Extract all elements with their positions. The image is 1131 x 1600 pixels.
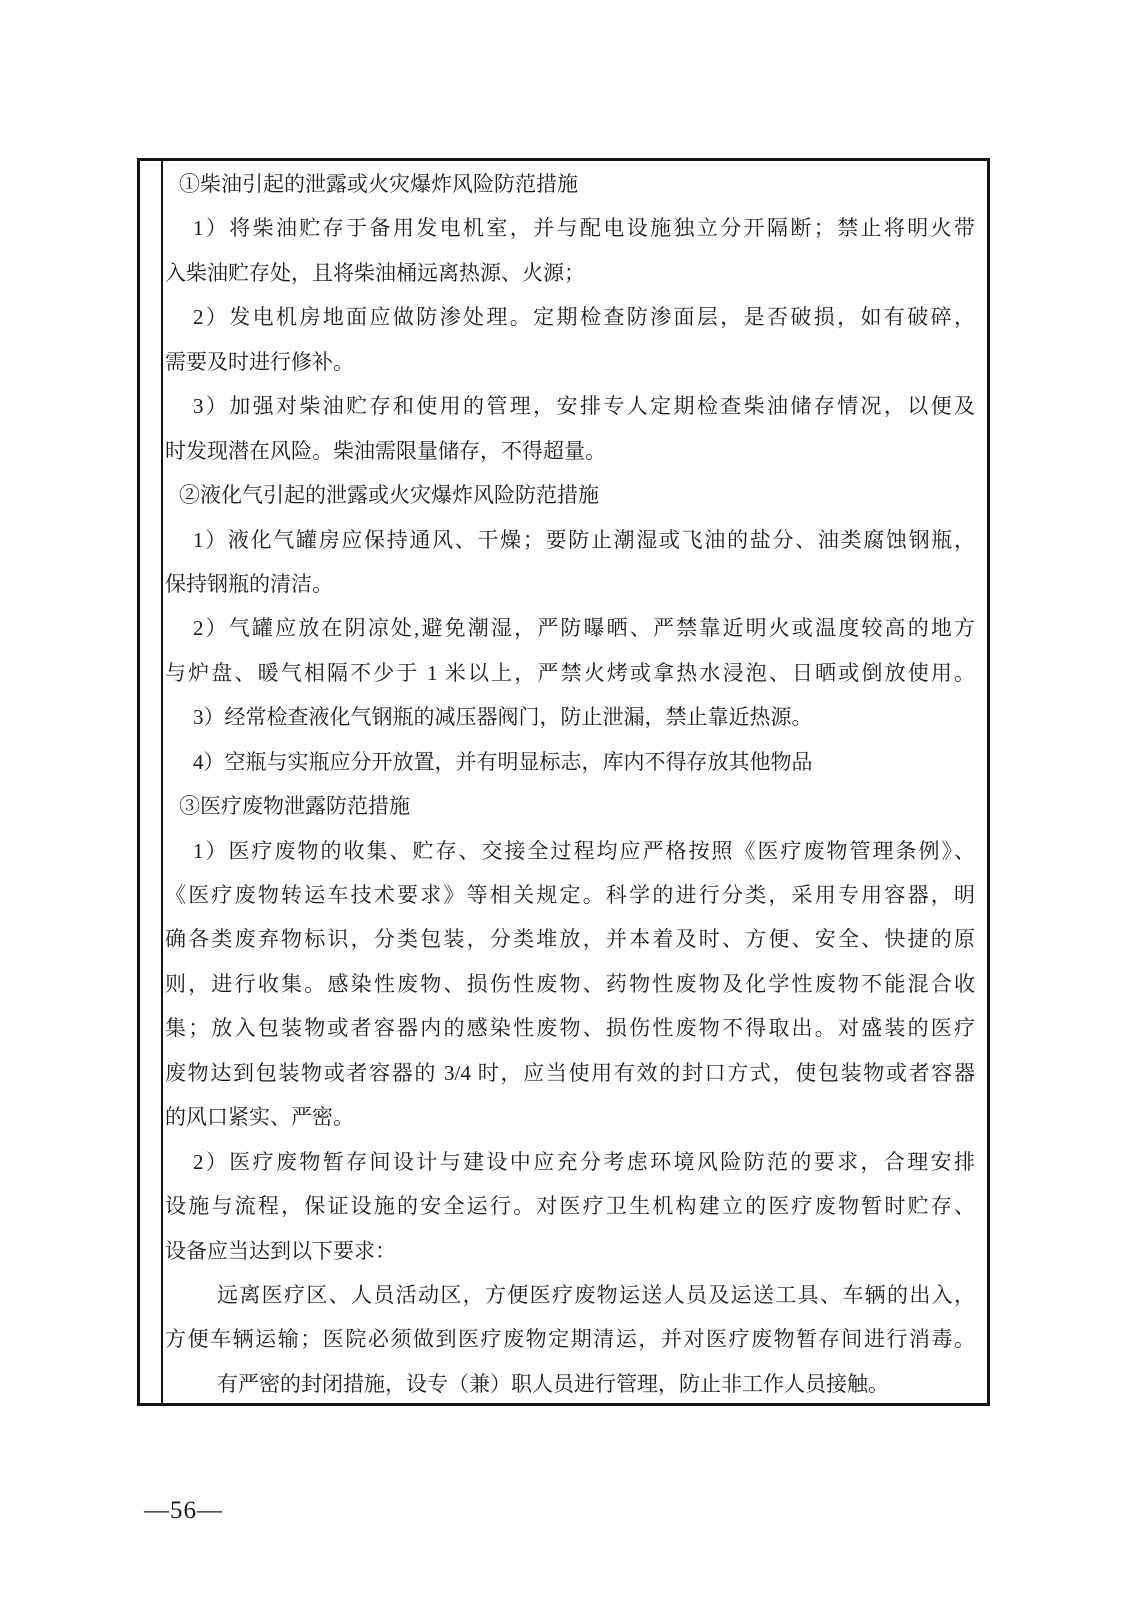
text-line: ①柴油引起的泄露或火灾爆炸风险防范措施 xyxy=(179,172,578,196)
text-line: 集；放入包装物或者容器内的感染性废物、损伤性废物不得取出。对盛装的医疗 xyxy=(165,1016,975,1041)
text-line: 废物达到包装物或者容器的 3/4 时，应当使用有效的封口方式，使包装物或者容器 xyxy=(165,1060,975,1085)
text-line: 1）医疗废物的收集、贮存、交接全过程均应严格按照《医疗废物管理条例》、 xyxy=(193,838,975,863)
table-left-cell xyxy=(140,161,163,1403)
text-line: ③医疗废物泄露防范措施 xyxy=(179,794,410,819)
table-main-cell xyxy=(163,161,987,1403)
content-table xyxy=(137,158,990,1406)
text-line: ②液化气引起的泄露或火灾爆炸风险防范措施 xyxy=(179,483,599,508)
text-line: 2）医疗废物暂存间设计与建设中应充分考虑环境风险防范的要求，合理安排 xyxy=(193,1149,975,1174)
text-line: 需要及时进行修补。 xyxy=(165,349,354,374)
page-number: —56— xyxy=(144,1497,223,1524)
text-line: 的风口紧实、严密。 xyxy=(165,1105,354,1130)
text-line: 保持钢瓶的清洁。 xyxy=(165,571,333,596)
text-line: 设施与流程，保证设施的安全运行。对医疗卫生机构建立的医疗废物暂时贮存、 xyxy=(165,1194,975,1219)
text-line: 1）液化气罐房应保持通风、干燥；要防止潮湿或飞油的盐分、油类腐蚀钢瓶， xyxy=(193,527,975,552)
text-line: 设备应当达到以下要求： xyxy=(165,1238,396,1263)
text-line: 1）将柴油贮存于备用发电机室，并与配电设施独立分开隔断；禁止将明火带 xyxy=(193,216,975,241)
text-line: 3）加强对柴油贮存和使用的管理，安排专人定期检查柴油储存情况，以便及 xyxy=(193,394,975,419)
text-line: 确各类废弃物标识，分类包装，分类堆放，并本着及时、方便、安全、快捷的原 xyxy=(165,927,975,952)
text-line: 3）经常检查液化气钢瓶的减压器阀门，防止泄漏，禁止靠近热源。 xyxy=(193,705,813,730)
text-line: 远离医疗区、人员活动区，方便医疗废物运送人员及运送工具、车辆的出入， xyxy=(217,1282,975,1307)
text-line: 4）空瓶与实瓶应分开放置，并有明显标志，库内不得存放其他物品 xyxy=(193,749,813,774)
text-line: 2）发电机房地面应做防渗处理。定期检查防渗面层，是否破损，如有破碎， xyxy=(193,305,975,330)
text-line: 2）气罐应放在阴凉处,避免潮湿，严防曝晒、严禁靠近明火或温度较高的地方 xyxy=(193,616,975,641)
text-line: 则，进行收集。感染性废物、损伤性废物、药物性废物及化学性废物不能混合收 xyxy=(165,971,975,996)
text-line: 与炉盘、暖气相隔不少于 1 米以上，严禁火烤或拿热水浸泡、日晒或倒放使用。 xyxy=(165,660,975,685)
text-line: 有严密的封闭措施，设专（兼）职人员进行管理，防止非工作人员接触。 xyxy=(217,1371,889,1396)
text-line: 入柴油贮存处，且将柴油桶远离热源、火源； xyxy=(165,260,585,285)
text-line: 时发现潜在风险。柴油需限量储存，不得超量。 xyxy=(165,438,606,463)
text-line: 方便车辆运输；医院必须做到医疗废物定期清运，并对医疗废物暂存间进行消毒。 xyxy=(165,1327,975,1352)
text-line: 《医疗废物转运车技术要求》等相关规定。科学的进行分类，采用专用容器，明 xyxy=(165,883,975,907)
